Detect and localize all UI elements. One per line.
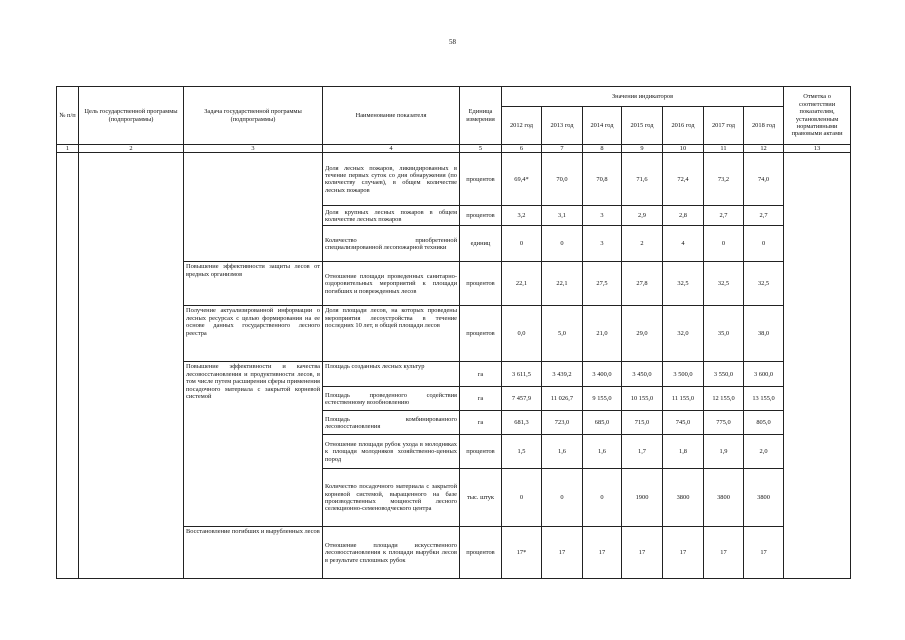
value-cell: 5,0 xyxy=(542,306,583,362)
value-cell: 17 xyxy=(542,527,583,579)
value-cell: 2,0 xyxy=(744,435,784,469)
header-indicator: Наименование показателя xyxy=(323,87,460,145)
unit-cell: процентов xyxy=(460,306,502,362)
unit-cell: га xyxy=(460,362,502,387)
unit-cell: га xyxy=(460,387,502,411)
column-number: 13 xyxy=(784,145,851,153)
value-cell: 71,6 xyxy=(622,153,663,206)
value-cell: 22,1 xyxy=(542,262,583,306)
indicator-cell: Количество посадочного материала с закрытой корневой системой, выращенного на базе производственных мощностей лесного селекционно-семеноводческого центра xyxy=(323,469,460,527)
value-cell: 3 400,0 xyxy=(583,362,622,387)
column-number: 3 xyxy=(184,145,323,153)
value-cell: 2 xyxy=(622,226,663,262)
value-cell: 1900 xyxy=(622,469,663,527)
column-number: 7 xyxy=(542,145,583,153)
indicators-table xyxy=(56,86,851,579)
unit-cell: процентов xyxy=(460,527,502,579)
unit-cell: га xyxy=(460,411,502,435)
value-cell: 35,0 xyxy=(704,306,744,362)
value-cell: 21,0 xyxy=(583,306,622,362)
indicator-cell: Доля площади лесов, на которых проведены мероприятия лесоустройства в течение последних 10 лет, в общей площади лесов xyxy=(323,306,460,362)
value-cell: 13 155,0 xyxy=(744,387,784,411)
header-year: 2015 год xyxy=(622,107,663,145)
header-year: 2018 год xyxy=(744,107,784,145)
value-cell: 32,5 xyxy=(744,262,784,306)
value-cell: 3,1 xyxy=(542,206,583,226)
value-cell: 27,5 xyxy=(583,262,622,306)
task-cell: Повышение эффективности защиты лесов от вредных организмов xyxy=(184,262,323,306)
value-cell: 17 xyxy=(622,527,663,579)
column-number: 9 xyxy=(622,145,663,153)
unit-cell: процентов xyxy=(460,262,502,306)
value-cell: 0 xyxy=(704,226,744,262)
value-cell: 3 600,0 xyxy=(744,362,784,387)
header-num: № п/п xyxy=(57,87,79,145)
value-cell: 0,0 xyxy=(502,306,542,362)
header-year: 2013 год xyxy=(542,107,583,145)
value-cell: 32,0 xyxy=(663,306,704,362)
unit-cell: процентов xyxy=(460,206,502,226)
task-cell: Повышение эффективности и качества лесовосстановления и продуктивности лесов, в том числе путем расширения сферы применения посадочного материала с закрытой корневой системой xyxy=(184,362,323,527)
column-number: 5 xyxy=(460,145,502,153)
header-year: 2017 год xyxy=(704,107,744,145)
value-cell: 4 xyxy=(663,226,704,262)
value-cell: 17 xyxy=(744,527,784,579)
value-cell: 1,9 xyxy=(704,435,744,469)
value-cell: 2,9 xyxy=(622,206,663,226)
column-number: 12 xyxy=(744,145,784,153)
task-cell: Восстановление погибших и вырубленных лесов xyxy=(184,527,323,579)
value-cell: 1,6 xyxy=(583,435,622,469)
value-cell: 3,2 xyxy=(502,206,542,226)
num-cell xyxy=(57,153,79,579)
value-cell: 22,1 xyxy=(502,262,542,306)
value-cell: 17* xyxy=(502,527,542,579)
value-cell: 3 xyxy=(583,226,622,262)
indicator-cell: Отношение площади искусственного лесовосстановления к площади вырубки лесов в результате сплошных рубок xyxy=(323,527,460,579)
column-number: 10 xyxy=(663,145,704,153)
value-cell: 69,4* xyxy=(502,153,542,206)
value-cell: 2,7 xyxy=(704,206,744,226)
value-cell: 2,7 xyxy=(744,206,784,226)
value-cell: 72,4 xyxy=(663,153,704,206)
unit-cell: процентов xyxy=(460,153,502,206)
value-cell: 29,0 xyxy=(622,306,663,362)
value-cell: 1,5 xyxy=(502,435,542,469)
value-cell: 12 155,0 xyxy=(704,387,744,411)
value-cell: 1,8 xyxy=(663,435,704,469)
value-cell: 3 611,5 xyxy=(502,362,542,387)
column-number: 11 xyxy=(704,145,744,153)
header-goal: Цель государственной программы (подпрограммы) xyxy=(79,87,184,145)
value-cell: 17 xyxy=(704,527,744,579)
value-cell: 0 xyxy=(542,469,583,527)
value-cell: 2,8 xyxy=(663,206,704,226)
indicator-cell: Доля лесных пожаров, ликвидированных в течение первых суток со дня обнаружения (по количеству случаев), в общем количестве лесных пожаров xyxy=(323,153,460,206)
indicator-cell: Отношение площади рубок ухода в молодняках к площади молодняков хозяйственно-ценных пород xyxy=(323,435,460,469)
note-cell xyxy=(784,153,851,579)
task-cell xyxy=(184,153,323,262)
value-cell: 1,7 xyxy=(622,435,663,469)
value-cell: 73,2 xyxy=(704,153,744,206)
value-cell: 0 xyxy=(502,226,542,262)
value-cell: 10 155,0 xyxy=(622,387,663,411)
value-cell: 3800 xyxy=(744,469,784,527)
value-cell: 9 155,0 xyxy=(583,387,622,411)
value-cell: 805,0 xyxy=(744,411,784,435)
value-cell: 32,5 xyxy=(663,262,704,306)
header-note: Отметка о соответствии показателям, установленным нормативными правовыми актами xyxy=(784,87,851,145)
value-cell: 3 500,0 xyxy=(663,362,704,387)
value-cell: 17 xyxy=(663,527,704,579)
indicator-cell: Площадь комбинированного лесовосстановления xyxy=(323,411,460,435)
value-cell: 745,0 xyxy=(663,411,704,435)
indicator-cell: Количество приобретенной специализированной лесопожарной техники xyxy=(323,226,460,262)
value-cell: 0 xyxy=(583,469,622,527)
table-row xyxy=(57,153,851,206)
value-cell: 685,0 xyxy=(583,411,622,435)
indicator-cell: Площадь созданных лесных культур xyxy=(323,362,460,387)
column-number: 8 xyxy=(583,145,622,153)
goal-cell xyxy=(79,153,184,579)
value-cell: 681,3 xyxy=(502,411,542,435)
value-cell: 3800 xyxy=(663,469,704,527)
header-year: 2012 год xyxy=(502,107,542,145)
unit-cell: процентов xyxy=(460,435,502,469)
column-number: 4 xyxy=(323,145,460,153)
value-cell: 74,0 xyxy=(744,153,784,206)
task-cell: Получение актуализированной информации о лесных ресурсах с целью формирования на ее основе данных государственного лесного реестра xyxy=(184,306,323,362)
value-cell: 723,0 xyxy=(542,411,583,435)
indicator-cell: Площадь проведенного содействия естественному возобновлению xyxy=(323,387,460,411)
value-cell: 17 xyxy=(583,527,622,579)
header-year: 2016 год xyxy=(663,107,704,145)
value-cell: 3 450,0 xyxy=(622,362,663,387)
value-cell: 715,0 xyxy=(622,411,663,435)
page-number: 58 xyxy=(449,38,456,46)
value-cell: 1,6 xyxy=(542,435,583,469)
header-year: 2014 год xyxy=(583,107,622,145)
unit-cell: тыс. штук xyxy=(460,469,502,527)
value-cell: 70,0 xyxy=(542,153,583,206)
value-cell: 27,8 xyxy=(622,262,663,306)
value-cell: 775,0 xyxy=(704,411,744,435)
value-cell: 0 xyxy=(502,469,542,527)
header-task: Задача государственной программы (подпрограммы) xyxy=(184,87,323,145)
value-cell: 11 026,7 xyxy=(542,387,583,411)
value-cell: 70,8 xyxy=(583,153,622,206)
value-cell: 3 550,0 xyxy=(704,362,744,387)
header-unit: Единица измерения xyxy=(460,87,502,145)
column-number: 1 xyxy=(57,145,79,153)
header-values-group: Значения индикаторов xyxy=(502,87,784,107)
unit-cell: единиц xyxy=(460,226,502,262)
value-cell: 0 xyxy=(542,226,583,262)
value-cell: 3 439,2 xyxy=(542,362,583,387)
indicator-cell: Отношение площади проведенных санитарно-оздоровительных мероприятий к площади погибших и поврежденных лесов xyxy=(323,262,460,306)
indicator-cell: Доля крупных лесных пожаров в общем количестве лесных пожаров xyxy=(323,206,460,226)
column-number: 2 xyxy=(79,145,184,153)
value-cell: 32,5 xyxy=(704,262,744,306)
value-cell: 3 xyxy=(583,206,622,226)
column-number: 6 xyxy=(502,145,542,153)
value-cell: 11 155,0 xyxy=(663,387,704,411)
value-cell: 7 457,9 xyxy=(502,387,542,411)
value-cell: 3800 xyxy=(704,469,744,527)
value-cell: 0 xyxy=(744,226,784,262)
value-cell: 38,0 xyxy=(744,306,784,362)
